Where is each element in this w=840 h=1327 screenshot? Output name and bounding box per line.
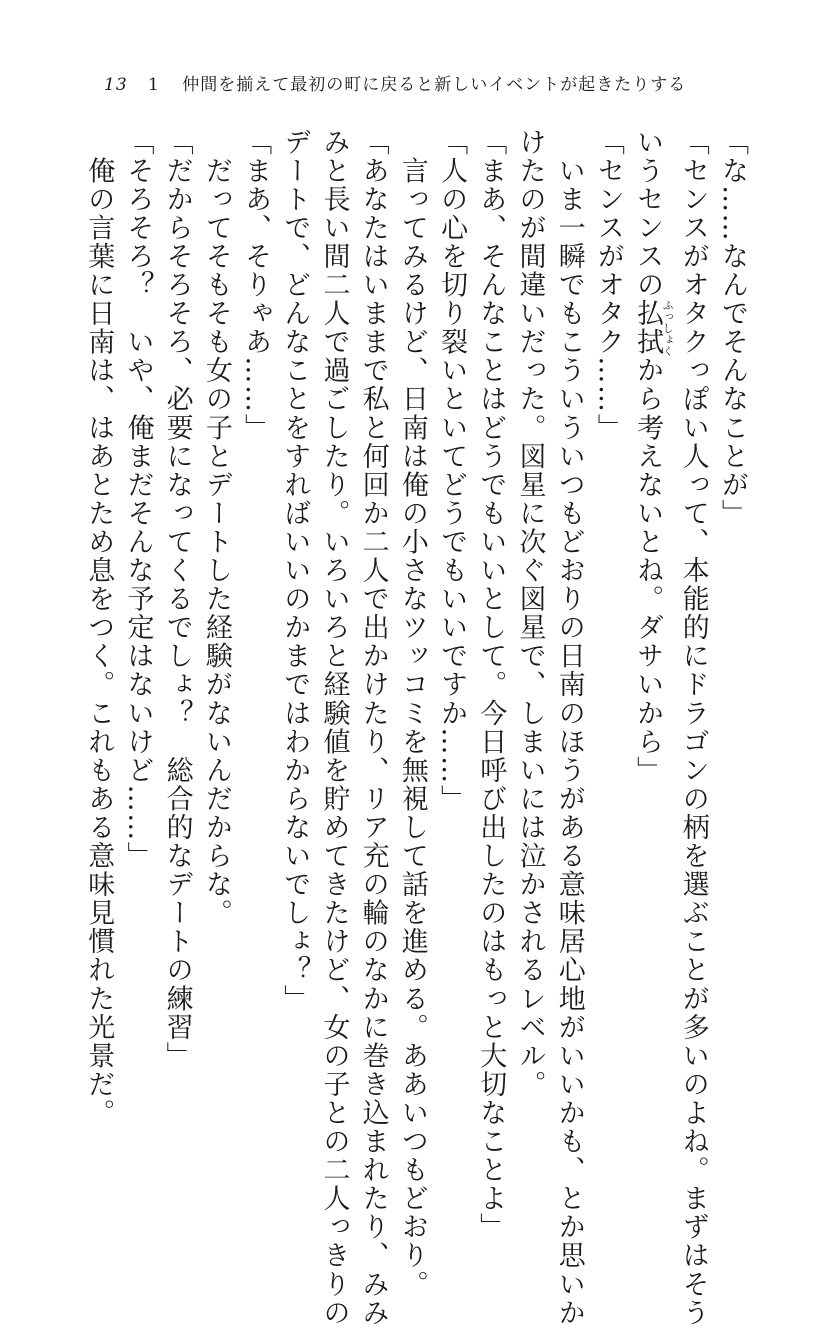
chapter-number: 1 <box>148 75 160 95</box>
ruby-reading: ふっしょく <box>661 299 675 357</box>
vertical-body-text <box>79 128 752 1327</box>
chapter-title: 仲間を揃えて最初の町に戻ると新しいイベントが起きたりする <box>182 75 687 95</box>
text-line: 俺の言葉に日南は、はあとため息をつく。これもある意味見慣れた光景だ。 <box>83 128 115 1128</box>
page-number: 13 <box>104 75 128 95</box>
text-segment: から考えないとね。ダサいから」 <box>632 356 664 785</box>
text-line: 「センスがオタク……」 <box>592 128 624 443</box>
text-line: 「人の心を切り裂いといてどうでもいいですか……」 <box>436 128 468 814</box>
ruby-annotation <box>632 299 675 357</box>
text-line: 「そろそろ？ いや、俺まだそんな予定はないけど……」 <box>122 128 154 871</box>
ruby-base: 払拭 <box>632 299 664 357</box>
text-line: 「まあ、そんなことはどうでもいいとして。今日呼び出したのはもっと大切なことよ」 <box>475 128 507 1242</box>
text-line: デートで、どんなことをすればいいのかまではわからないでしょ？」 <box>279 128 311 1014</box>
text-line <box>628 128 674 1128</box>
text-line: けたのが間違いだった。図星に次ぐ図星で、しまいには泣かされるレベル。 <box>514 128 546 1099</box>
text-line: だってそもそも女の子とデートした経験がないんだからな。 <box>200 128 232 928</box>
text-line: 「まあ、そりゃあ……」 <box>240 128 272 443</box>
text-line: 「センスがオタクっぽい人って、本能的にドラゴンの柄を選ぶことが多いのよね。まずはそう <box>677 128 709 1327</box>
text-line: 言ってみるけど、日南は俺の小さなツッコミを無視して話を進める。ああいつもどおり。 <box>396 128 428 1299</box>
text-line: 「だからそろそろ、必要になってくるでしょ？ 総合的なデートの練習」 <box>161 128 193 1071</box>
text-line: いま一瞬でもこういういつもどおりの日南のほうがある意味居心地がいいかも、とか思いか <box>553 128 585 1327</box>
text-line: 「あなたはいままで私と何回か二人で出かけたり、リア充の輪のなかに巻き込まれたり、みみ <box>357 128 389 1327</box>
text-line: 「な……なんでそんなことが」 <box>717 128 748 528</box>
text-line: みと長い間二人で過ごしたり。いろいろと経験値を貯めてきたけど、女の子との二人っきりの <box>318 128 350 1327</box>
running-header <box>104 70 686 95</box>
text-segment: いうセンスの <box>632 128 664 300</box>
